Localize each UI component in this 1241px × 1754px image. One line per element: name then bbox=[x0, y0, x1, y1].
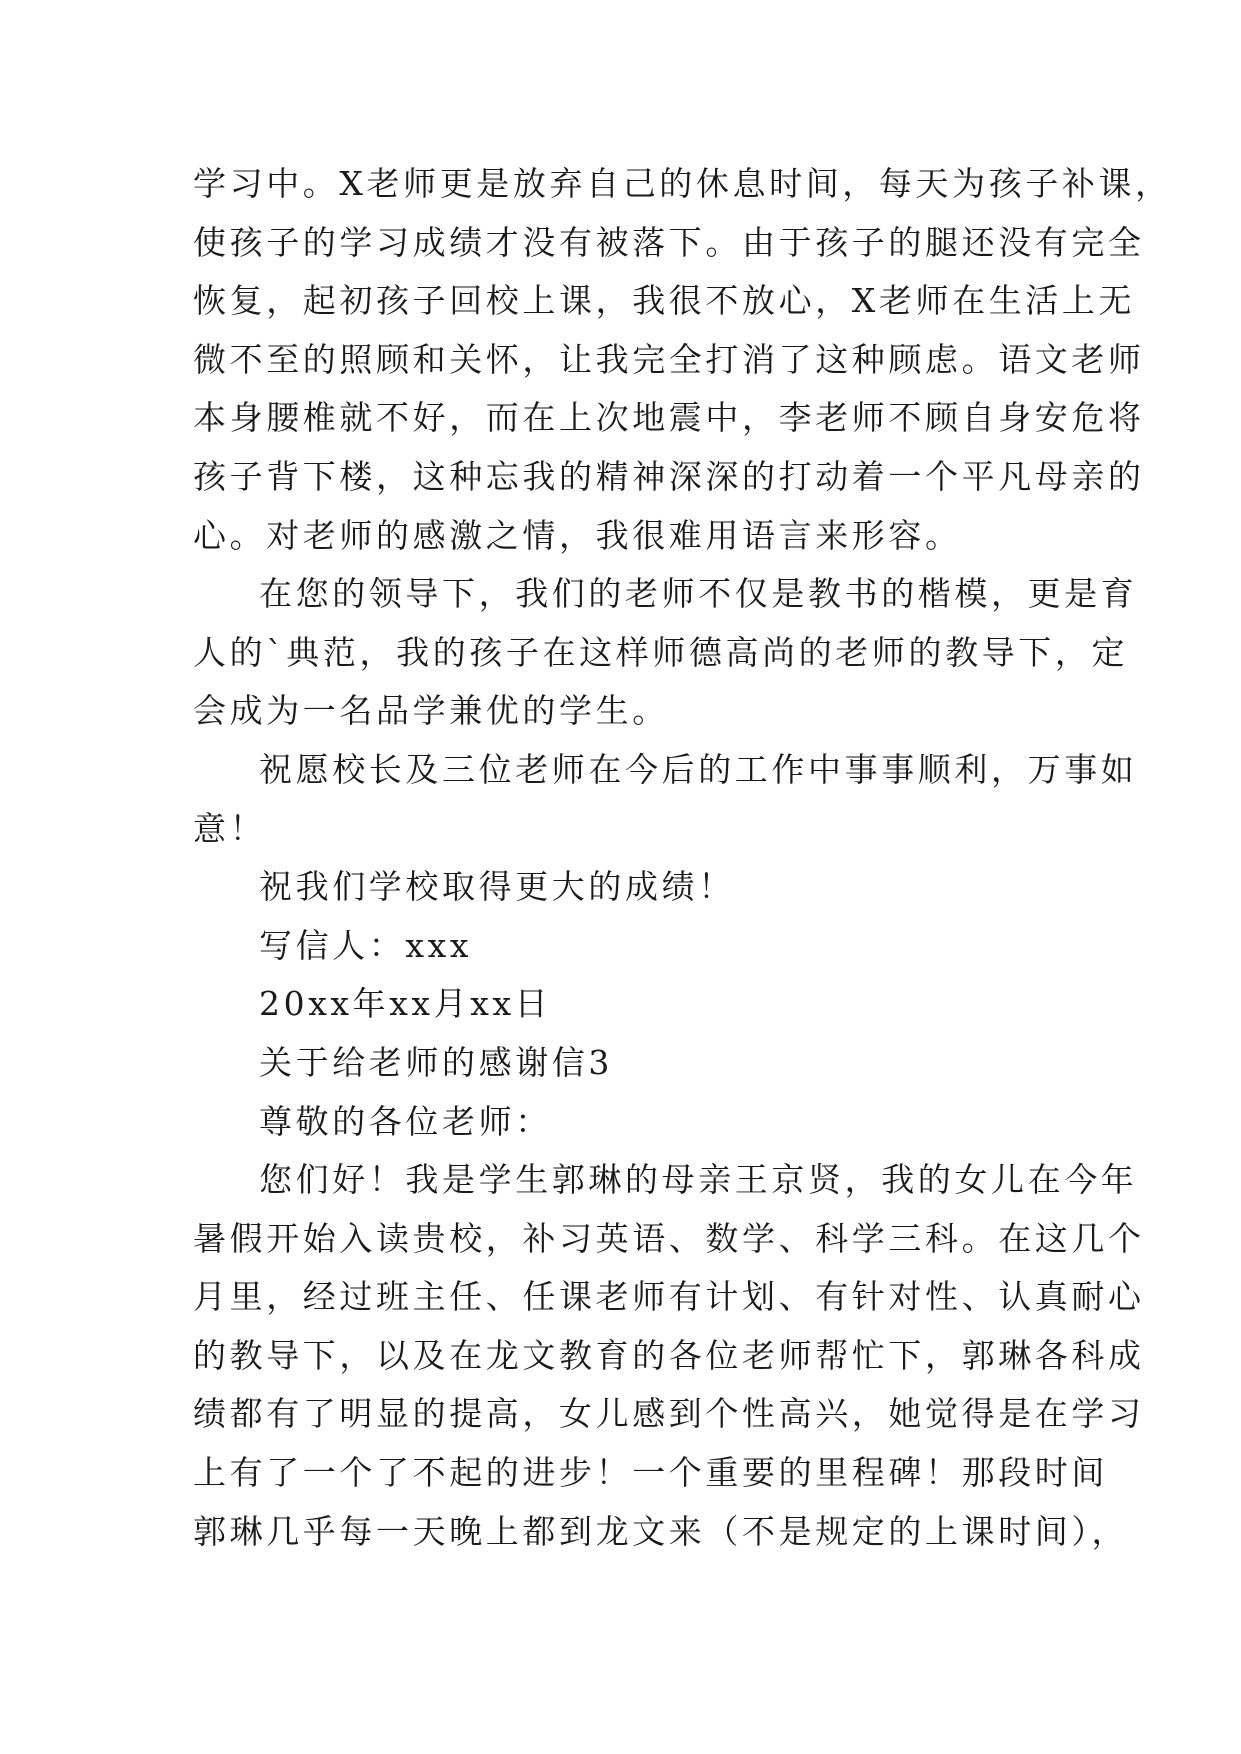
text-line: 本身腰椎就不好，而在上次地震中，李老师不顾自身安危将 bbox=[193, 398, 1145, 438]
text-line: 恢复，起初孩子回校上课，我很不放心，X老师在生活上无 bbox=[193, 281, 1136, 321]
text-line: 上有了一个了不起的进步！一个重要的里程碑！那段时间 bbox=[193, 1453, 1108, 1493]
text-line: 孩子背下楼，这种忘我的精神深深的打动着一个平凡母亲的 bbox=[193, 456, 1145, 496]
text-line: 祝愿校长及三位老师在今后的工作中事事顺利，万事如 bbox=[259, 749, 1138, 789]
text-line: 祝我们学校取得更大的成绩！ bbox=[259, 867, 735, 907]
text-line: 暑假开始入读贵校，补习英语、数学、科学三科。在这几个 bbox=[193, 1218, 1145, 1258]
text-line: 学习中。X老师更是放弃自己的休息时间，每天为孩子补课， bbox=[193, 164, 1172, 203]
letter-body bbox=[193, 155, 1172, 1561]
text-line: 20xx年xx月xx日 bbox=[259, 984, 552, 1024]
text-line: 您们好！我是学生郭琳的母亲王京贤，我的女儿在今年 bbox=[259, 1160, 1138, 1200]
text-line: 月里，经过班主任、任课老师有计划、有针对性、认真耐心 bbox=[193, 1277, 1145, 1317]
text-line: 使孩子的学习成绩才没有被落下。由于孩子的腿还没有完全 bbox=[193, 222, 1145, 262]
text-line: 关于给老师的感谢信3 bbox=[259, 1042, 613, 1082]
text-line: 心。对老师的感激之情，我很难用语言来形容。 bbox=[193, 515, 962, 555]
text-line: 在您的领导下，我们的老师不仅是教书的楷模，更是育 bbox=[259, 574, 1138, 614]
text-line: 绩都有了明显的提高，女儿感到个性高兴，她觉得是在学习 bbox=[193, 1394, 1145, 1434]
text-line: 的教导下，以及在龙文教育的各位老师帮忙下，郭琳各科成 bbox=[193, 1335, 1145, 1375]
text-line: 意！ bbox=[193, 808, 267, 848]
text-line: 郭琳几乎每一天晚上都到龙文来（不是规定的上课时间）， bbox=[193, 1511, 1129, 1551]
text-line: 微不至的照顾和关怀，让我完全打消了这种顾虑。语文老师 bbox=[193, 339, 1145, 379]
text-line: 尊敬的各位老师： bbox=[259, 1101, 552, 1141]
text-line: 写信人：xxx bbox=[259, 925, 473, 965]
text-line: 会成为一名品学兼优的学生。 bbox=[193, 691, 669, 731]
text-line: 人的`典范，我的孩子在这样师德高尚的老师的教导下，定 bbox=[193, 632, 1129, 672]
